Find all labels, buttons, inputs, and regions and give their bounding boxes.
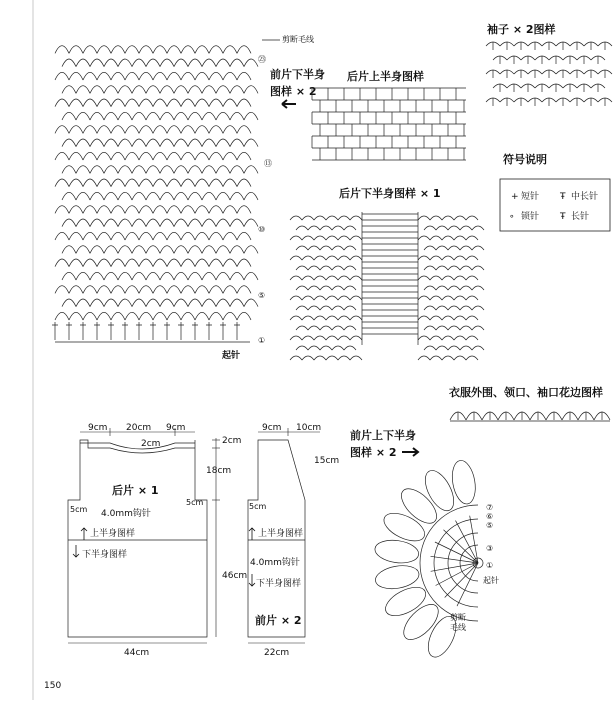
back-upper-title: 后片上半身图样	[347, 70, 424, 83]
fan-ring	[434, 519, 478, 607]
fan-petal	[398, 599, 444, 646]
back-upper-chart	[312, 88, 466, 160]
fan-petal	[373, 538, 420, 566]
arrow-left-icon	[282, 100, 296, 108]
fan-ring	[420, 505, 478, 621]
front-lower-cut-note: 剪断毛线	[282, 35, 314, 44]
legend-symbol-ch: ∘	[509, 212, 515, 222]
front-lower-chart	[52, 46, 258, 342]
front-dim-shoulder: 9cm	[262, 423, 282, 433]
arrow-down-icon	[249, 574, 255, 586]
back-schematic-needle: 4.0mm钩针	[101, 509, 151, 519]
front-dim-width: 22cm	[264, 648, 290, 658]
legend-name-sc: 短针	[521, 192, 540, 202]
fan-cut-note-2: 毛线	[450, 623, 466, 632]
back-dim-width: 44cm	[124, 648, 150, 658]
edging-loops	[450, 412, 610, 421]
front-upper-count: 图样 × 2	[350, 446, 397, 459]
page-number: 150	[44, 681, 62, 691]
fan-petal	[381, 581, 430, 621]
chain-mesh	[55, 46, 258, 320]
back-lower-rows	[290, 212, 484, 360]
fan-petal	[396, 483, 443, 529]
row-marker-10: ⑩	[258, 225, 266, 234]
back-schematic	[68, 423, 247, 658]
front-lower-count: 图样 × 2	[270, 85, 317, 98]
fan-ring	[448, 533, 478, 593]
back-dim-top-left: 9cm	[88, 423, 108, 433]
fan-row-marker-5: ⑤	[486, 521, 494, 530]
back-dim-top-right: 9cm	[166, 423, 186, 433]
arrow-up-icon	[249, 528, 255, 540]
legend-name-ch: 锁针	[521, 212, 540, 222]
back-schematic-upper: 上半身图样	[90, 529, 136, 539]
front-dim-side: 5cm	[249, 502, 267, 511]
legend-symbol-hdc: Ŧ	[560, 192, 566, 202]
front-lower-title: 前片下半身	[270, 68, 325, 81]
legend-symbol-sc: +	[511, 192, 519, 202]
back-outline	[68, 440, 207, 637]
front-upper-title: 前片上下半身	[350, 429, 416, 442]
fan-row-marker-6: ⑥	[486, 512, 494, 521]
fan-row-marker-3: ③	[486, 544, 494, 553]
fan-row-marker-1: ①	[486, 561, 494, 570]
edging-chart	[450, 412, 610, 421]
back-dim-neck-side: 2cm	[222, 436, 242, 446]
front-upper-fan-chart	[373, 459, 483, 662]
sleeve-chart	[486, 42, 612, 106]
back-schematic-lower: 下半身图样	[82, 550, 128, 560]
stitch-row	[52, 322, 240, 340]
fan-spoke	[457, 563, 478, 606]
back-dim-neck: 2cm	[141, 439, 161, 449]
legend-name-dc: 长针	[571, 212, 590, 222]
sleeve-title: 袖子 × 2图样	[487, 23, 556, 36]
arrow-up-icon	[81, 528, 87, 540]
back-lower-chart	[290, 212, 484, 360]
fan-row-marker-7: ⑦	[486, 503, 494, 512]
front-schematic-lower: 下半身图样	[256, 579, 302, 589]
back-dim-top-mid: 20cm	[126, 423, 152, 433]
arrow-down-icon	[73, 545, 79, 557]
front-schematic-needle: 4.0mm钩针	[250, 558, 300, 568]
legend-symbol-dc: Ŧ	[560, 212, 566, 222]
back-lower-title: 后片下半身图样 × 1	[339, 187, 441, 200]
front-dim-neck-height: 15cm	[314, 456, 340, 466]
sleeve-rows	[486, 42, 612, 106]
fan-cut-note-1: 剪断	[450, 613, 466, 622]
legend-title: 符号说明	[503, 153, 547, 166]
back-schematic-title: 后片 × 1	[112, 484, 159, 497]
back-dim-height: 46cm	[222, 571, 248, 581]
fan-petal	[419, 466, 459, 515]
row-marker-13: ⑬	[264, 159, 272, 168]
row-marker-1: ①	[258, 336, 266, 345]
back-dim-armhole: 18cm	[206, 466, 232, 476]
arrow-right-icon	[402, 448, 418, 456]
row-marker-23: ㉓	[258, 55, 266, 64]
front-schematic-title: 前片 × 2	[255, 614, 302, 627]
legend-box	[500, 179, 610, 231]
edging-title: 衣服外围、领口、袖口花边图样	[449, 386, 603, 399]
fan-start-label: 起针	[483, 576, 499, 585]
legend-name-hdc: 中长针	[571, 192, 599, 202]
row-marker-5: ⑤	[258, 291, 266, 300]
fan-ring	[460, 545, 478, 581]
back-dim-side-left: 5cm	[70, 505, 88, 514]
front-schematic-upper: 上半身图样	[258, 529, 304, 539]
front-dim-neck-width: 10cm	[296, 423, 322, 433]
back-dim-side-right: 5cm	[186, 498, 204, 507]
brick-rows	[312, 88, 466, 160]
front-lower-start: 起针	[222, 351, 241, 361]
front-schematic	[248, 423, 339, 658]
